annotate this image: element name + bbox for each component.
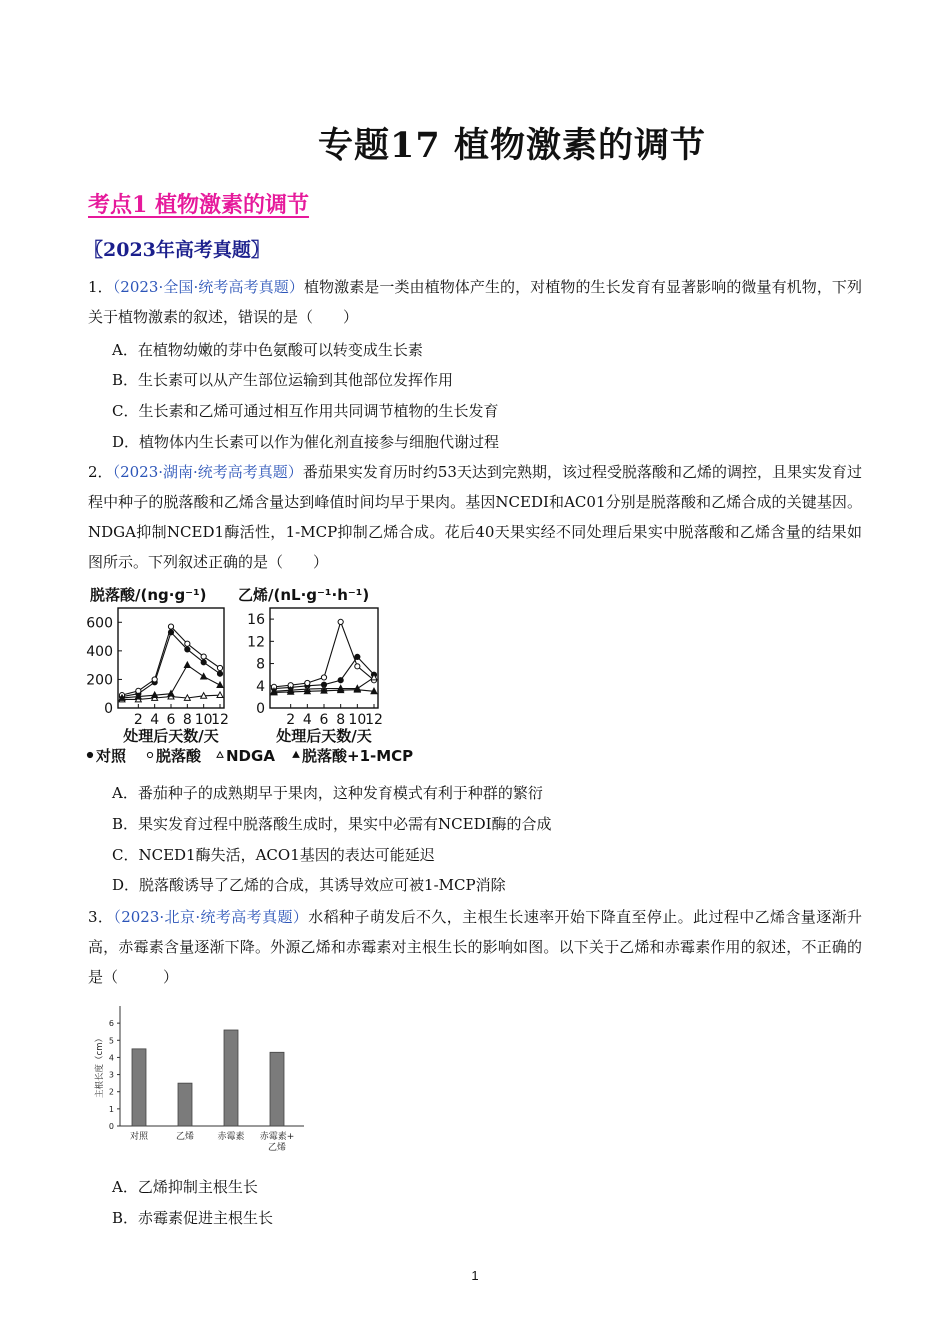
x-tick-label: 赤霉素+: [259, 1132, 295, 1142]
y-tick-label: 0: [108, 1122, 114, 1131]
x-tick-label: 对照: [129, 1132, 149, 1142]
data-point: [184, 662, 190, 668]
x-tick-label: 6: [166, 712, 176, 728]
question-number: 1．: [88, 278, 113, 296]
x-tick-label: 10: [194, 712, 213, 728]
x-tick-label: 12: [365, 712, 383, 728]
x-axis-label: 处理后天数/天: [276, 727, 372, 745]
question-number: 2．: [88, 463, 113, 481]
legend-label: 脱落酸: [156, 747, 202, 765]
option-c: C．NCED1酶失活，ACO1基因的表达可能延迟: [112, 846, 435, 864]
data-point: [305, 680, 310, 685]
legend-label: NDGA: [226, 747, 275, 765]
figure-root-length-bar-chart: [90, 996, 310, 1158]
data-point: [293, 752, 299, 758]
x-tick-label: 8: [336, 712, 346, 728]
question-1-stem: [88, 272, 862, 332]
data-point: [217, 665, 222, 670]
y-tick-label: 3: [108, 1070, 114, 1080]
data-point: [217, 752, 223, 758]
option-b: B．赤霉素促进主根生长: [112, 1209, 274, 1227]
abscisic-acid-chart: [86, 586, 229, 745]
y-tick-label: 1: [108, 1104, 114, 1114]
data-point: [201, 673, 207, 679]
data-point: [185, 647, 190, 652]
data-point: [185, 641, 190, 646]
data-point: [152, 677, 157, 682]
data-point: [338, 619, 343, 624]
option-c: C．生长素和乙烯可通过相互作用共同调节植物的生长发育: [112, 402, 499, 420]
data-point: [147, 752, 152, 757]
option-b: B．果实发育过程中脱落酸生成时，果实中必需有NCEDI酶的合成: [112, 815, 552, 833]
question-2-stem: [88, 457, 862, 577]
bar: [224, 1030, 238, 1126]
y-tick-label: 0: [256, 701, 265, 717]
data-point: [217, 682, 223, 688]
x-tick-label: 6: [319, 712, 329, 728]
option-a: A．番茄种子的成熟期早于果肉，这种发育模式有利于种群的繁衍: [112, 784, 543, 802]
y-tick-label: 8: [256, 656, 265, 673]
data-point: [168, 691, 174, 697]
bar: [132, 1049, 146, 1126]
bar: [178, 1083, 192, 1126]
ethylene-chart: [238, 586, 383, 745]
year-heading: 〖2023年高考真题〗: [84, 239, 270, 261]
y-axis-label: 脱落酸/(ng·g⁻¹): [90, 586, 207, 604]
figure-hormone-line-charts: [84, 582, 434, 770]
option-d: D．脱落酸诱导了乙烯的合成，其诱导效应可被1-MCP消除: [112, 876, 506, 894]
y-tick-label: 400: [86, 643, 113, 660]
option-a: A．乙烯抑制主根生长: [112, 1178, 258, 1196]
question-source: （2023·全国·统考高考真题）: [112, 278, 304, 296]
y-tick-label: 4: [256, 678, 265, 695]
option-d: D．植物体内生长素可以作为催化剂直接参与细胞代谢过程: [112, 433, 500, 451]
x-tick-label: 4: [302, 712, 312, 728]
question-text: 番茄果实发育历时约53天达到完熟期，该过程受脱落酸和乙烯的调控，且果实发育过程中种子的脱落酸和乙烯含量达到峰值时间均早于果肉。基因NCEDI和AC01分别是脱落酸和乙烯合成的关键基因。NDGA抑制NCED1酶活性，1-MCP抑制乙烯合成。花后40天果实经不同处理后果实中脱落酸和乙烯含量的结果如图所示。下列叙述正确的是（ ）: [88, 463, 863, 571]
data-point: [201, 654, 206, 659]
x-tick-label: 10: [348, 712, 367, 728]
x-tick-label: 2: [286, 712, 296, 728]
y-tick-label: 2: [108, 1087, 114, 1097]
option-b: B．生长素可以从产生部位运输到其他部位发挥作用: [112, 371, 454, 389]
y-tick-label: 12: [247, 634, 265, 651]
data-point: [217, 671, 222, 676]
page-number: 1: [471, 1268, 479, 1283]
x-axis-label: 处理后天数/天: [123, 727, 219, 745]
legend-label: 脱落酸+1-MCP: [302, 747, 414, 765]
y-axis-label: 主根长度（cm）: [95, 1034, 105, 1098]
y-tick-label: 600: [86, 615, 113, 632]
bar-chart: [94, 1006, 304, 1153]
question-text: 植物激素是一类由植物体产生的，对植物的生长发育有显著影响的微量有机物，下列关于植物激素的叙述，错误的是（ ）: [88, 278, 862, 326]
section-heading: 考点1 植物激素的调节: [88, 192, 309, 218]
question-text: 水稻种子萌发后不久，主根生长速率开始下降直至停止。此过程中乙烯含量逐渐升高，赤霉素含量逐渐下降。外源乙烯和赤霉素对主根生长的影响如图。以下关于乙烯和赤霉素作用的叙述，不正确的是（ ）: [88, 908, 862, 986]
question-number: 3．: [88, 908, 114, 926]
data-point: [355, 654, 360, 659]
x-tick-label: 4: [150, 712, 160, 728]
data-point: [355, 664, 360, 669]
x-tick-label: 2: [133, 712, 143, 728]
y-tick-label: 200: [86, 672, 113, 689]
x-tick-label: 乙烯: [175, 1132, 195, 1142]
y-tick-label: 16: [247, 612, 265, 629]
y-tick-label: 4: [108, 1053, 114, 1063]
legend-label: 对照: [96, 747, 127, 765]
bar: [270, 1052, 284, 1126]
data-point: [321, 675, 326, 680]
question-source: （2023·湖南·统考高考真题）: [112, 463, 303, 481]
data-point: [87, 752, 92, 757]
x-tick-label: 8: [182, 712, 192, 728]
x-tick-label: 赤霉素: [217, 1132, 245, 1142]
x-tick-label: 乙烯: [267, 1143, 287, 1153]
page-title: 专题17 植物激素的调节: [318, 125, 706, 166]
y-axis-label: 乙烯/(nL·g⁻¹·h⁻¹): [238, 586, 370, 604]
data-point: [201, 660, 206, 665]
x-tick-label: 12: [211, 712, 229, 728]
y-tick-label: 5: [108, 1036, 114, 1046]
data-point: [338, 678, 343, 683]
question-3-stem: [88, 902, 862, 992]
question-source: （2023·北京·统考高考真题）: [113, 908, 309, 926]
y-tick-label: 6: [108, 1019, 114, 1029]
chart-legend: [87, 747, 413, 765]
y-tick-label: 0: [104, 701, 113, 717]
option-a: A．在植物幼嫩的芽中色氨酸可以转变成生长素: [112, 341, 423, 359]
data-point: [168, 624, 173, 629]
